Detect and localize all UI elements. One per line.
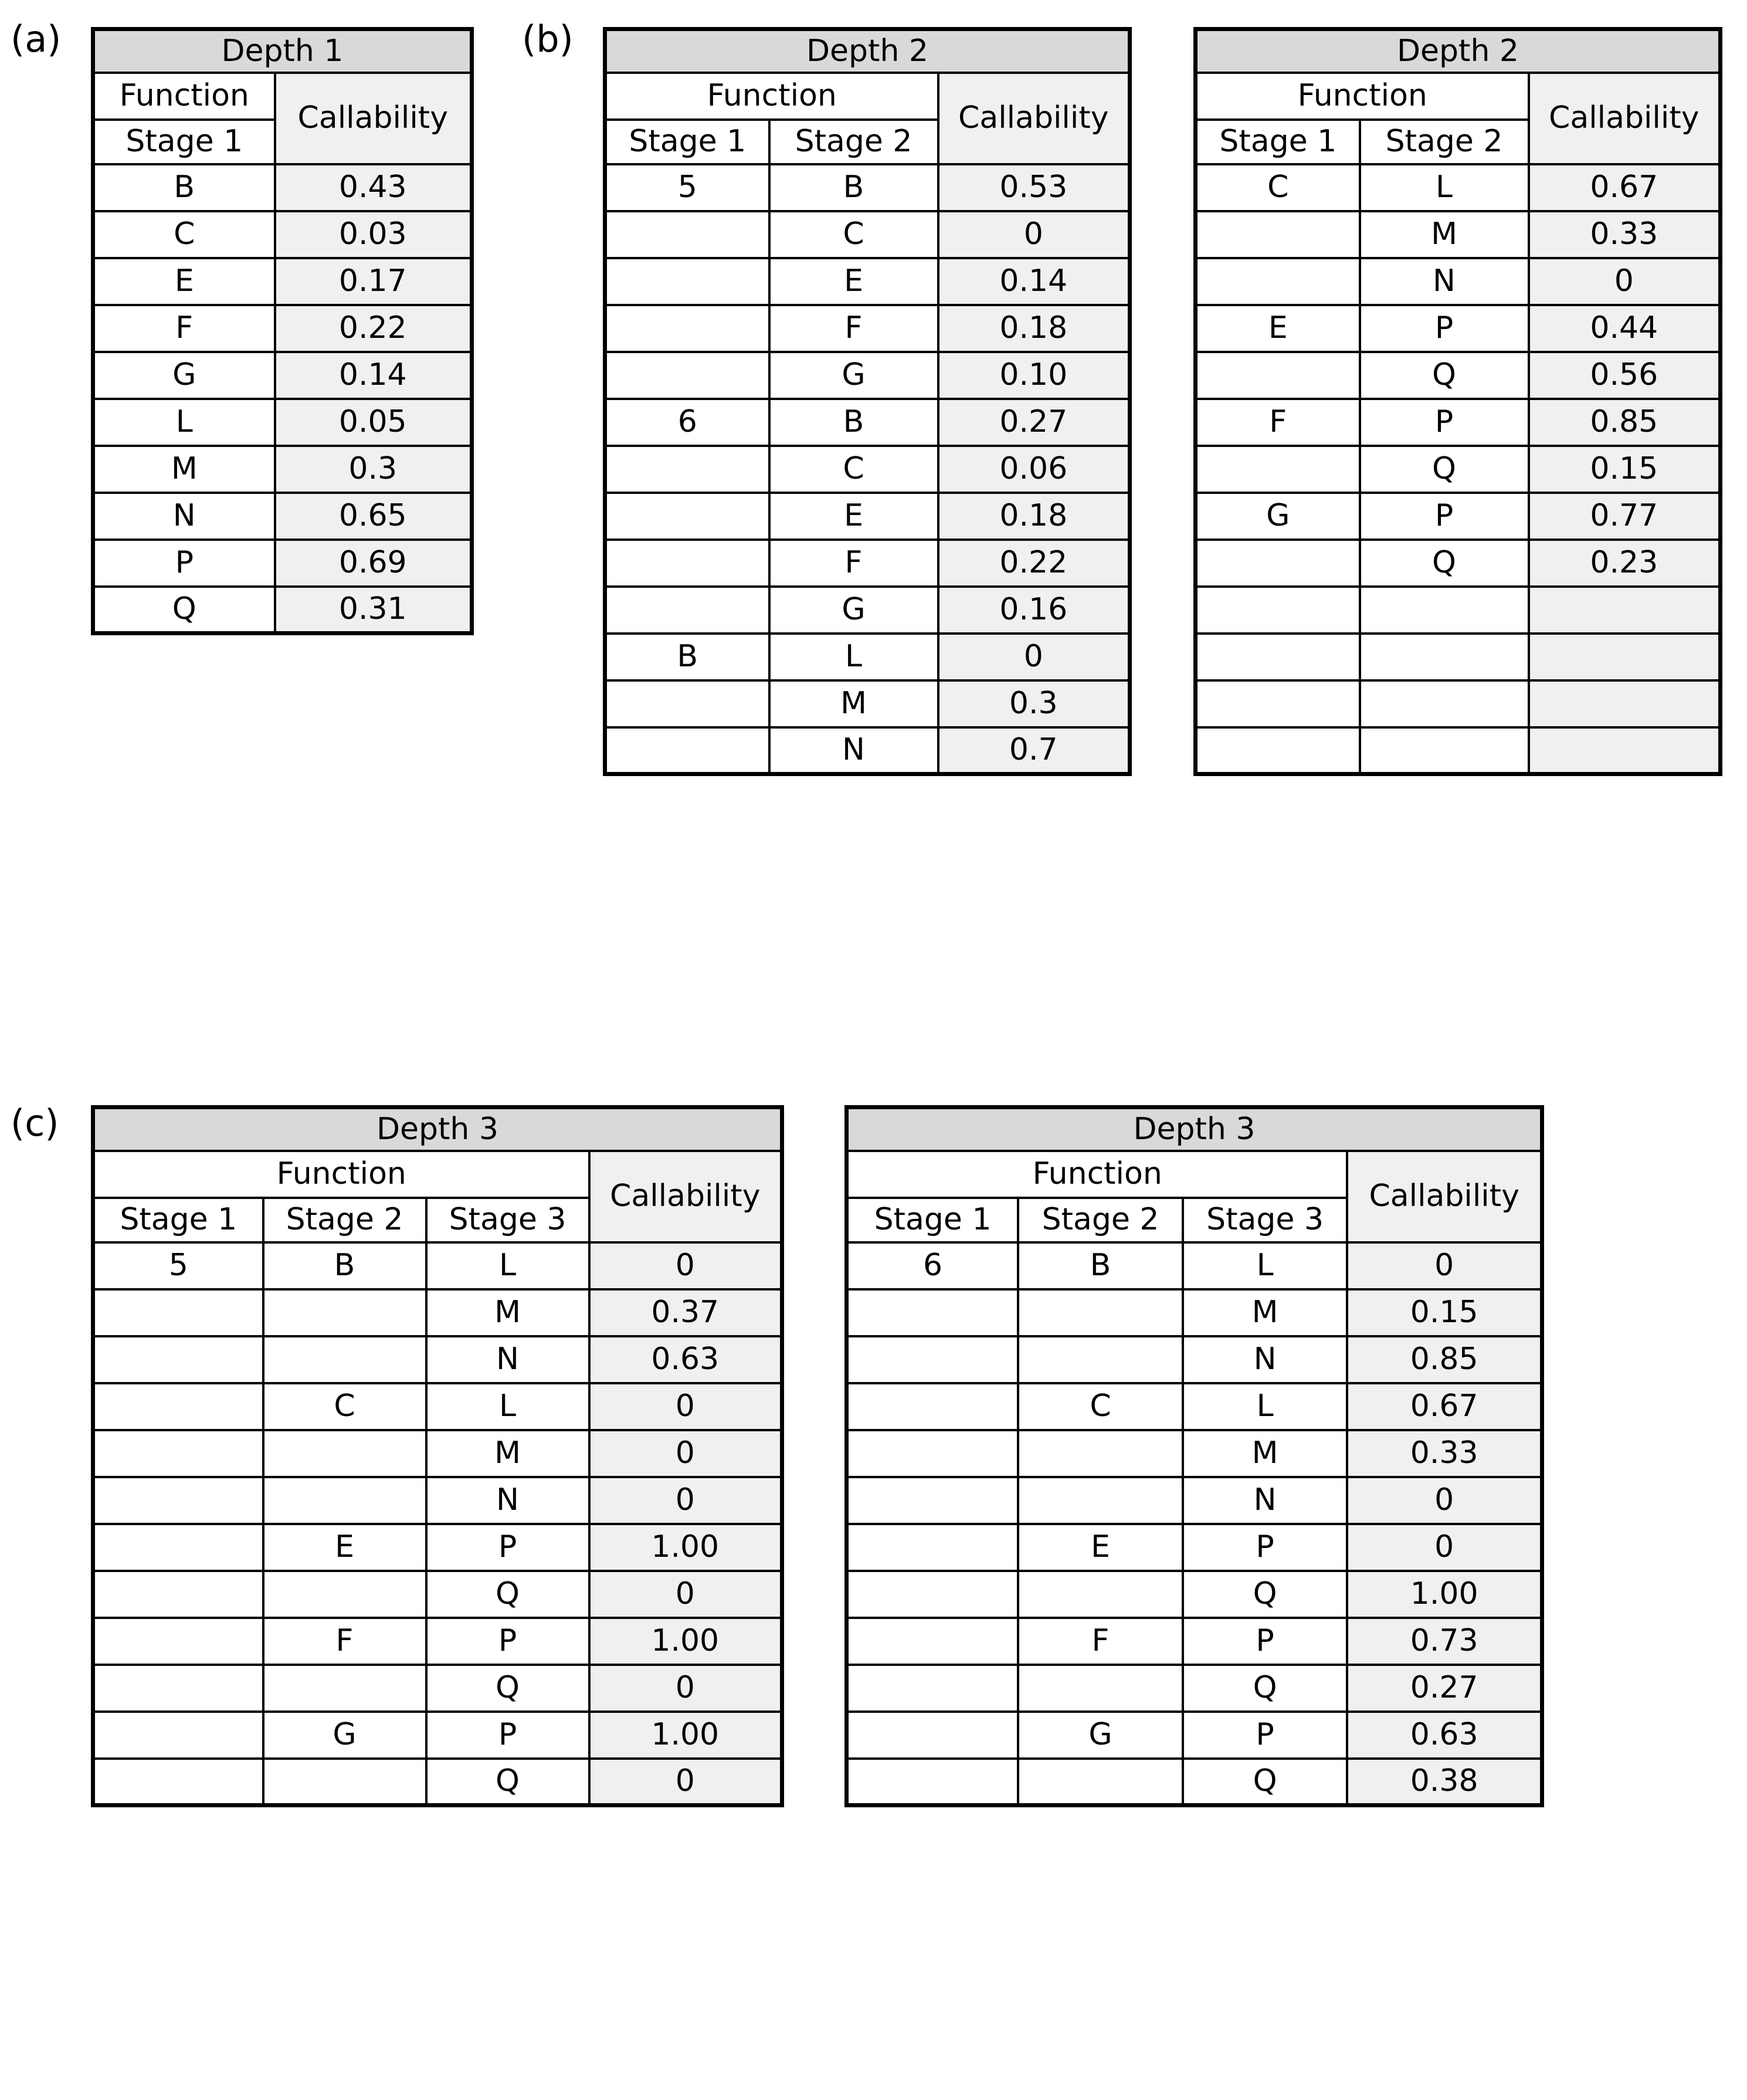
stage1-cell: F	[93, 305, 275, 352]
stage2-cell: C	[769, 446, 938, 493]
stage1-cell: G	[93, 352, 275, 399]
callability-cell: 0.14	[938, 258, 1130, 305]
stage1-cell	[605, 493, 769, 540]
callability-cell: 0.44	[1529, 305, 1721, 352]
table-row	[605, 727, 1130, 774]
stage3-cell: L	[1183, 1383, 1348, 1430]
stage1-cell	[847, 1383, 1019, 1430]
stage2-cell	[263, 1336, 426, 1383]
callability-cell: 0.15	[1529, 446, 1721, 493]
stage3-cell: P	[1183, 1524, 1348, 1571]
table-row	[605, 540, 1130, 587]
table-row	[605, 680, 1130, 727]
table-row	[1196, 587, 1721, 634]
stage2-cell	[1360, 634, 1529, 680]
callability-cell: 0.69	[275, 540, 472, 587]
callability-cell: 0.22	[938, 540, 1130, 587]
stage1-cell	[93, 1571, 263, 1618]
callability-table-depth2-right	[1193, 27, 1722, 776]
stage2-cell	[263, 1665, 426, 1712]
function-group-header: Function	[93, 1151, 589, 1198]
stage2-header: Stage 2	[769, 120, 938, 164]
callability-cell: 0.63	[589, 1336, 782, 1383]
stage2-cell	[1018, 1477, 1183, 1524]
callability-table-depth1	[91, 27, 474, 635]
stage3-cell: N	[1183, 1336, 1348, 1383]
callability-cell: 0.3	[275, 446, 472, 493]
stage1-cell	[1196, 258, 1360, 305]
stage2-cell: P	[1360, 305, 1529, 352]
stage2-cell: P	[1360, 399, 1529, 446]
table-row	[93, 399, 472, 446]
callability-cell: 0.43	[275, 164, 472, 211]
table-row	[1196, 493, 1721, 540]
table-row	[93, 1336, 782, 1383]
stage2-cell	[263, 1430, 426, 1477]
callability-cell: 0	[589, 1383, 782, 1430]
function-group-header: Function	[1196, 73, 1529, 120]
stage1-cell: N	[93, 493, 275, 540]
callability-cell: 0.3	[938, 680, 1130, 727]
stage2-cell	[263, 1477, 426, 1524]
stage3-cell: L	[426, 1383, 589, 1430]
panel-label-a: (a)	[11, 18, 62, 60]
stage2-cell: N	[1360, 258, 1529, 305]
callability-cell: 0.85	[1529, 399, 1721, 446]
stage3-cell: Q	[426, 1759, 589, 1806]
table-row	[605, 587, 1130, 634]
stage1-cell	[605, 587, 769, 634]
table-row	[93, 1759, 782, 1806]
stage3-cell: P	[426, 1524, 589, 1571]
table-row	[605, 352, 1130, 399]
stage2-cell: C	[263, 1383, 426, 1430]
callability-cell: 0	[1347, 1242, 1542, 1289]
stage2-cell	[1018, 1665, 1183, 1712]
stage2-cell: E	[769, 493, 938, 540]
stage3-cell: M	[1183, 1430, 1348, 1477]
stage2-cell: G	[1018, 1712, 1183, 1759]
callability-cell: 0.38	[1347, 1759, 1542, 1806]
table-row	[1196, 211, 1721, 258]
table-row	[93, 1665, 782, 1712]
table-body	[93, 164, 472, 634]
callability-cell: 0	[938, 634, 1130, 680]
callability-cell: 0	[589, 1242, 782, 1289]
table-row	[1196, 540, 1721, 587]
stage1-cell	[605, 680, 769, 727]
table-row	[93, 493, 472, 540]
stage1-cell	[93, 1712, 263, 1759]
stage1-cell	[847, 1289, 1019, 1336]
stage1-cell	[605, 211, 769, 258]
stage1-cell	[93, 1336, 263, 1383]
table-row	[847, 1383, 1542, 1430]
stage1-cell	[93, 1665, 263, 1712]
table-row	[1196, 634, 1721, 680]
callability-cell: 0	[589, 1665, 782, 1712]
stage1-cell	[847, 1430, 1019, 1477]
table-row	[847, 1759, 1542, 1806]
stage3-cell: L	[426, 1242, 589, 1289]
stage2-cell: B	[263, 1242, 426, 1289]
stage2-header: Stage 2	[1018, 1198, 1183, 1242]
table-body	[1196, 164, 1721, 774]
callability-cell: 1.00	[589, 1618, 782, 1665]
stage1-cell: Q	[93, 587, 275, 634]
function-group-header: Function	[847, 1151, 1348, 1198]
stage1-cell	[605, 540, 769, 587]
table-row	[93, 1571, 782, 1618]
table-row	[93, 1618, 782, 1665]
callability-cell: 0	[1347, 1524, 1542, 1571]
callability-cell	[1529, 634, 1721, 680]
callability-cell: 0.33	[1347, 1430, 1542, 1477]
stage3-cell: N	[426, 1477, 589, 1524]
stage1-cell	[847, 1524, 1019, 1571]
stage1-cell: E	[93, 258, 275, 305]
stage1-cell	[1196, 211, 1360, 258]
callability-cell: 0	[1347, 1477, 1542, 1524]
callability-cell: 0.03	[275, 211, 472, 258]
function-group-header: Function	[93, 73, 275, 120]
stage1-cell	[1196, 352, 1360, 399]
stage3-header: Stage 3	[426, 1198, 589, 1242]
table-title: Depth 2	[1196, 29, 1721, 73]
stage2-cell: B	[769, 399, 938, 446]
table-row	[93, 1242, 782, 1289]
table-title: Depth 1	[93, 29, 472, 73]
stage1-cell	[847, 1571, 1019, 1618]
stage2-cell	[1018, 1759, 1183, 1806]
callability-table-depth3-right	[844, 1105, 1544, 1807]
stage2-cell: P	[1360, 493, 1529, 540]
stage1-cell: 5	[93, 1242, 263, 1289]
stage3-cell: P	[426, 1712, 589, 1759]
callability-cell: 1.00	[589, 1524, 782, 1571]
stage2-cell: F	[769, 540, 938, 587]
table-row	[847, 1289, 1542, 1336]
callability-cell: 0.27	[1347, 1665, 1542, 1712]
stage2-cell	[263, 1759, 426, 1806]
callability-header: Callability	[589, 1151, 782, 1242]
callability-cell: 0	[589, 1477, 782, 1524]
stage2-cell	[263, 1289, 426, 1336]
function-group-header: Function	[605, 73, 938, 120]
stage2-cell: L	[1360, 164, 1529, 211]
stage1-cell: F	[1196, 399, 1360, 446]
table-row	[1196, 352, 1721, 399]
stage2-cell	[1018, 1336, 1183, 1383]
stage1-cell: B	[93, 164, 275, 211]
table-row	[93, 1289, 782, 1336]
stage2-cell: L	[769, 634, 938, 680]
stage1-cell	[847, 1665, 1019, 1712]
stage1-cell: E	[1196, 305, 1360, 352]
callability-cell: 0.56	[1529, 352, 1721, 399]
callability-cell: 1.00	[589, 1712, 782, 1759]
stage1-cell: 6	[605, 399, 769, 446]
table-row	[847, 1477, 1542, 1524]
callability-cell: 0.22	[275, 305, 472, 352]
stage2-cell	[1018, 1430, 1183, 1477]
stage2-cell: M	[1360, 211, 1529, 258]
stage1-cell	[605, 258, 769, 305]
stage1-cell	[93, 1477, 263, 1524]
table-row	[605, 493, 1130, 540]
stage1-cell	[93, 1759, 263, 1806]
callability-cell: 0.18	[938, 493, 1130, 540]
stage3-header: Stage 3	[1183, 1198, 1348, 1242]
stage2-cell: C	[1018, 1383, 1183, 1430]
callability-header: Callability	[1347, 1151, 1542, 1242]
callability-cell: 0.15	[1347, 1289, 1542, 1336]
stage1-cell: C	[93, 211, 275, 258]
stage2-cell	[1018, 1289, 1183, 1336]
stage1-cell: P	[93, 540, 275, 587]
stage1-cell	[605, 305, 769, 352]
callability-table-depth2-left	[603, 27, 1132, 776]
callability-cell: 0	[589, 1759, 782, 1806]
callability-cell: 0.53	[938, 164, 1130, 211]
stage2-cell	[1360, 727, 1529, 774]
table-row	[93, 1383, 782, 1430]
table-row	[847, 1712, 1542, 1759]
stage2-cell: F	[769, 305, 938, 352]
table-row	[1196, 680, 1721, 727]
stage2-cell: Q	[1360, 352, 1529, 399]
stage1-cell: G	[1196, 493, 1360, 540]
table-row	[1196, 727, 1721, 774]
callability-cell: 0.10	[938, 352, 1130, 399]
stage1-cell	[1196, 634, 1360, 680]
table-row	[605, 634, 1130, 680]
stage1-cell	[1196, 446, 1360, 493]
callability-cell: 0.16	[938, 587, 1130, 634]
stage3-cell: Q	[426, 1665, 589, 1712]
table-row	[605, 399, 1130, 446]
stage2-cell: Q	[1360, 446, 1529, 493]
callability-cell: 0.33	[1529, 211, 1721, 258]
stage3-cell: N	[1183, 1477, 1348, 1524]
stage1-cell: B	[605, 634, 769, 680]
table-row	[847, 1665, 1542, 1712]
callability-cell: 0.05	[275, 399, 472, 446]
table-row	[847, 1336, 1542, 1383]
panel-label-c: (c)	[11, 1102, 59, 1144]
table-row	[605, 164, 1130, 211]
stage3-cell: Q	[1183, 1665, 1348, 1712]
callability-cell: 0.7	[938, 727, 1130, 774]
stage3-cell: P	[426, 1618, 589, 1665]
callability-cell: 0.63	[1347, 1712, 1542, 1759]
callability-cell: 0.77	[1529, 493, 1721, 540]
callability-header: Callability	[938, 73, 1130, 164]
table-row	[847, 1618, 1542, 1665]
stage1-cell	[93, 1524, 263, 1571]
table-row	[93, 1477, 782, 1524]
stage3-cell: Q	[1183, 1759, 1348, 1806]
stage1-cell	[847, 1336, 1019, 1383]
stage2-cell: B	[1018, 1242, 1183, 1289]
stage2-cell: E	[1018, 1524, 1183, 1571]
stage2-cell	[263, 1571, 426, 1618]
stage1-cell	[1196, 540, 1360, 587]
stage1-cell: C	[1196, 164, 1360, 211]
stage3-cell: Q	[426, 1571, 589, 1618]
table-row	[93, 446, 472, 493]
table-row	[847, 1430, 1542, 1477]
stage1-cell: M	[93, 446, 275, 493]
stage2-cell: C	[769, 211, 938, 258]
callability-cell: 0.65	[275, 493, 472, 540]
stage3-cell: M	[426, 1430, 589, 1477]
table-row	[93, 1712, 782, 1759]
stage1-cell	[93, 1289, 263, 1336]
callability-cell: 0.85	[1347, 1336, 1542, 1383]
table-body	[847, 1242, 1542, 1806]
stage2-cell: B	[769, 164, 938, 211]
callability-cell: 0.37	[589, 1289, 782, 1336]
table-row	[93, 1524, 782, 1571]
table-row	[847, 1571, 1542, 1618]
callability-cell	[1529, 587, 1721, 634]
stage3-cell: Q	[1183, 1571, 1348, 1618]
stage1-cell	[93, 1430, 263, 1477]
table-row	[1196, 446, 1721, 493]
stage1-cell	[847, 1759, 1019, 1806]
table-row	[1196, 258, 1721, 305]
stage1-cell: L	[93, 399, 275, 446]
stage2-cell	[1360, 680, 1529, 727]
callability-header: Callability	[275, 73, 472, 164]
stage1-cell	[93, 1618, 263, 1665]
callability-cell: 0	[1529, 258, 1721, 305]
table-row	[93, 258, 472, 305]
table-row	[605, 258, 1130, 305]
stage3-cell: L	[1183, 1242, 1348, 1289]
table-title: Depth 2	[605, 29, 1130, 73]
stage1-cell	[93, 1383, 263, 1430]
table-row	[1196, 399, 1721, 446]
table-row	[93, 1430, 782, 1477]
stage2-cell: E	[769, 258, 938, 305]
stage1-cell	[605, 352, 769, 399]
callability-cell: 0.67	[1529, 164, 1721, 211]
stage2-header: Stage 2	[1360, 120, 1529, 164]
table-row	[93, 211, 472, 258]
callability-header: Callability	[1529, 73, 1721, 164]
table-body	[93, 1242, 782, 1806]
table-row	[93, 540, 472, 587]
callability-cell: 0.06	[938, 446, 1130, 493]
stage1-header: Stage 1	[847, 1198, 1019, 1242]
stage1-cell	[847, 1618, 1019, 1665]
panel-label-b: (b)	[522, 18, 574, 60]
stage2-cell: N	[769, 727, 938, 774]
stage2-header: Stage 2	[263, 1198, 426, 1242]
callability-cell	[1529, 727, 1721, 774]
table-row	[605, 305, 1130, 352]
callability-cell: 0.18	[938, 305, 1130, 352]
table-title: Depth 3	[93, 1107, 782, 1151]
table-row	[1196, 305, 1721, 352]
callability-cell: 0.67	[1347, 1383, 1542, 1430]
table-row	[847, 1242, 1542, 1289]
callability-cell: 0.17	[275, 258, 472, 305]
table-row	[605, 211, 1130, 258]
stage2-cell: G	[769, 587, 938, 634]
stage3-cell: N	[426, 1336, 589, 1383]
table-row	[1196, 164, 1721, 211]
callability-cell: 0.23	[1529, 540, 1721, 587]
stage1-header: Stage 1	[93, 120, 275, 164]
callability-cell: 1.00	[1347, 1571, 1542, 1618]
stage3-cell: P	[1183, 1712, 1348, 1759]
stage3-cell: P	[1183, 1618, 1348, 1665]
table-row	[93, 352, 472, 399]
stage2-cell: Q	[1360, 540, 1529, 587]
stage1-header: Stage 1	[605, 120, 769, 164]
callability-cell: 0.14	[275, 352, 472, 399]
table-body	[605, 164, 1130, 774]
stage1-cell	[847, 1712, 1019, 1759]
callability-cell: 0	[589, 1571, 782, 1618]
stage1-header: Stage 1	[93, 1198, 263, 1242]
stage2-cell: F	[263, 1618, 426, 1665]
stage1-cell: 6	[847, 1242, 1019, 1289]
table-row	[93, 587, 472, 634]
table-row	[847, 1524, 1542, 1571]
callability-table-depth3-left	[91, 1105, 784, 1807]
stage2-cell	[1018, 1571, 1183, 1618]
stage2-cell: M	[769, 680, 938, 727]
table-row	[605, 446, 1130, 493]
stage1-cell	[1196, 727, 1360, 774]
callability-cell: 0	[938, 211, 1130, 258]
stage3-cell: M	[1183, 1289, 1348, 1336]
callability-cell: 0.31	[275, 587, 472, 634]
table-row	[93, 305, 472, 352]
stage2-cell	[1360, 587, 1529, 634]
stage2-cell: E	[263, 1524, 426, 1571]
callability-cell	[1529, 680, 1721, 727]
table-row	[93, 164, 472, 211]
stage2-cell: G	[769, 352, 938, 399]
callability-cell: 0.27	[938, 399, 1130, 446]
stage1-cell	[605, 446, 769, 493]
stage2-cell: G	[263, 1712, 426, 1759]
callability-cell: 0.73	[1347, 1618, 1542, 1665]
stage1-cell	[605, 727, 769, 774]
stage1-cell: 5	[605, 164, 769, 211]
callability-cell: 0	[589, 1430, 782, 1477]
stage1-cell	[847, 1477, 1019, 1524]
stage3-cell: M	[426, 1289, 589, 1336]
stage1-cell	[1196, 587, 1360, 634]
stage1-cell	[1196, 680, 1360, 727]
stage1-header: Stage 1	[1196, 120, 1360, 164]
stage2-cell: F	[1018, 1618, 1183, 1665]
table-title: Depth 3	[847, 1107, 1542, 1151]
